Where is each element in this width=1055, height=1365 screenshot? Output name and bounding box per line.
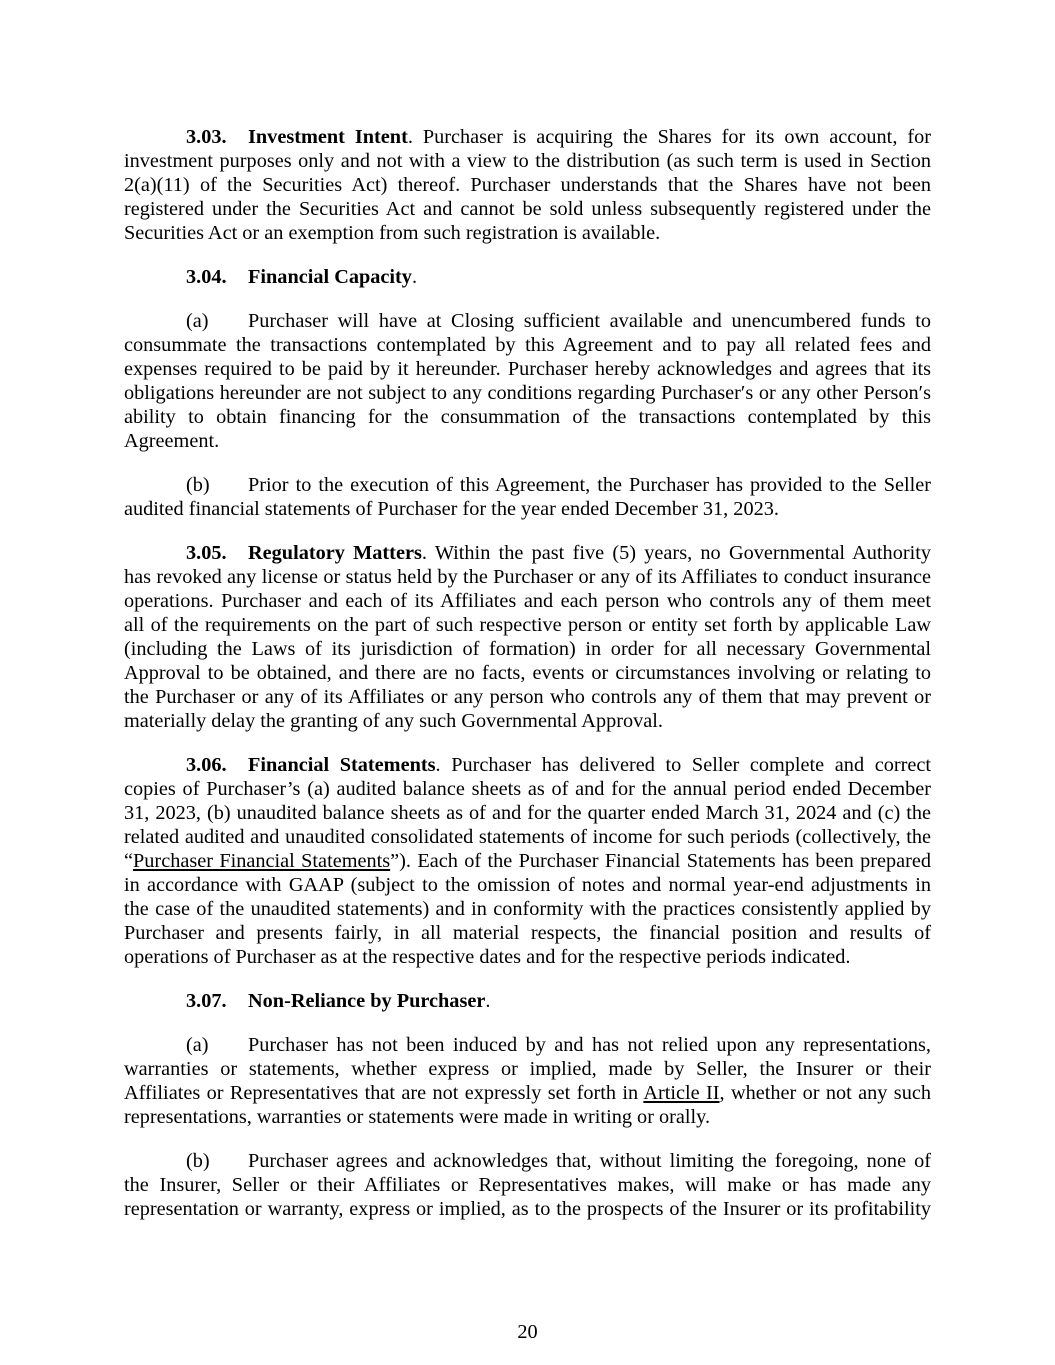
text-line bbox=[124, 777, 931, 801]
section-number: (a) bbox=[186, 1034, 209, 1056]
text-segment: the case of the unaudited statements) and in conformity with the practices consistently applied by bbox=[124, 898, 931, 920]
section-title: Regulatory Matters bbox=[248, 542, 422, 564]
text-line bbox=[124, 357, 931, 381]
text-line bbox=[124, 125, 931, 149]
text-segment: consummate the transactions contemplated by this Agreement and to pay all related fees and bbox=[124, 334, 931, 356]
text-line bbox=[124, 945, 931, 969]
section-number: (a) bbox=[186, 310, 209, 332]
text-segment: representation or warranty, express or implied, as to the prospects of the Insurer or its profitability bbox=[124, 1198, 931, 1220]
text-segment: Purchaser agrees and acknowledges that, without limiting the foregoing, none of bbox=[248, 1150, 931, 1172]
text-segment: . Within the past five (5) years, no Governmental Authority bbox=[421, 542, 931, 564]
text-line bbox=[124, 1033, 931, 1057]
text-line bbox=[124, 1081, 931, 1105]
text-line bbox=[124, 221, 931, 245]
section-title: Financial Statements bbox=[248, 754, 436, 776]
section-3-07-heading bbox=[124, 989, 931, 1013]
text-segment: copies of Purchaser’s (a) audited balance sheets as of and for the annual period ended December bbox=[124, 778, 931, 800]
section-3-04-b bbox=[124, 473, 931, 521]
section-number: 3.04. bbox=[186, 266, 227, 288]
section-3-06-financial-statements bbox=[124, 753, 931, 969]
text-line bbox=[124, 429, 931, 453]
text-segment: (including the Laws of its jurisdiction of formation) in order for all necessary Governmental bbox=[124, 638, 931, 660]
page-number: 20 bbox=[517, 1321, 538, 1343]
section-number: (b) bbox=[186, 1150, 210, 1172]
text-segment: Approval to be obtained, and there are no facts, events or circumstances involving or relating to bbox=[124, 662, 931, 684]
text-segment: Purchaser has not been induced by and has not relied upon any representations, bbox=[248, 1034, 931, 1056]
text-line bbox=[124, 921, 931, 945]
text-line bbox=[124, 1149, 931, 1173]
text-segment: has revoked any license or status held by the Purchaser or any of its Affiliates to conduct insurance bbox=[124, 566, 931, 588]
text-segment: “ bbox=[124, 850, 134, 872]
text-line bbox=[124, 1197, 931, 1221]
text-line bbox=[124, 613, 931, 637]
text-segment: . Purchaser is acquiring the Shares for its own account, for bbox=[407, 126, 931, 148]
text-line bbox=[124, 1173, 931, 1197]
text-segment: 2(a)(11) of the Securities Act) thereof. Purchaser understands that the Shares have not been bbox=[124, 174, 931, 196]
text-line bbox=[124, 497, 931, 521]
text-segment: . bbox=[485, 990, 491, 1012]
section-3-07-a bbox=[124, 1033, 931, 1129]
section-3-03-investment-intent bbox=[124, 125, 931, 245]
defined-term-reference: Article II bbox=[643, 1082, 720, 1104]
text-line bbox=[124, 309, 931, 333]
text-segment: audited financial statements of Purchaser for the year ended December 31, 2023. bbox=[124, 498, 779, 520]
text-segment: Purchaser and presents fairly, in all material respects, the financial position and results of bbox=[124, 922, 931, 944]
text-segment: the Purchaser or any of its Affiliates or any person who controls any of them that may prevent or bbox=[124, 686, 931, 708]
text-segment: investment purposes only and not with a view to the distribution (as such term is used in Section bbox=[124, 150, 931, 172]
text-line bbox=[124, 149, 931, 173]
text-segment: operations. Purchaser and each of its Affiliates and each person who controls any of them meet bbox=[124, 590, 931, 612]
text-segment: expenses required to be paid by it hereunder. Purchaser hereby acknowledges and agrees that its bbox=[124, 358, 931, 380]
text-line bbox=[124, 661, 931, 685]
text-segment: materially delay the granting of any such Governmental Approval. bbox=[124, 710, 663, 732]
section-number: 3.05. bbox=[186, 542, 227, 564]
section-3-07-b bbox=[124, 1149, 931, 1221]
text-line bbox=[124, 753, 931, 777]
text-line bbox=[124, 381, 931, 405]
text-line bbox=[124, 825, 931, 849]
text-segment: Securities Act or an exemption from such registration is available. bbox=[124, 222, 661, 244]
text-segment: all of the requirements on the part of such respective person or entity set forth by applicable Law bbox=[124, 614, 931, 636]
text-line bbox=[124, 541, 931, 565]
defined-term-reference: Purchaser Financial Statements bbox=[133, 850, 391, 872]
text-line bbox=[124, 637, 931, 661]
text-segment: ability to obtain financing for the consummation of the transactions contemplated by this bbox=[124, 406, 931, 428]
section-3-04-a bbox=[124, 309, 931, 453]
text-line bbox=[124, 265, 931, 289]
text-line bbox=[124, 405, 931, 429]
text-segment: related audited and unaudited consolidated statements of income for such periods (collectively, the bbox=[124, 826, 931, 848]
text-segment: 31, 2023, (b) unaudited balance sheets as of and for the quarter ended March 31, 2024 and (c) the bbox=[124, 802, 931, 824]
text-line bbox=[124, 589, 931, 613]
text-segment: ”). Each of the Purchaser Financial Statements has been prepared bbox=[390, 850, 931, 872]
section-title: Non-Reliance by Purchaser bbox=[248, 990, 486, 1012]
text-segment: , whether or not any such bbox=[719, 1082, 931, 1104]
text-line bbox=[124, 197, 931, 221]
text-segment: Agreement. bbox=[124, 430, 220, 452]
text-segment: in accordance with GAAP (subject to the omission of notes and normal year-end adjustments in bbox=[124, 874, 931, 896]
section-title: Investment Intent bbox=[248, 126, 408, 148]
section-number: (b) bbox=[186, 474, 210, 496]
text-segment: operations of Purchaser as at the respective dates and for the respective periods indicated. bbox=[124, 946, 851, 968]
text-line bbox=[124, 173, 931, 197]
text-line bbox=[124, 1057, 931, 1081]
text-line bbox=[124, 989, 931, 1013]
section-number: 3.07. bbox=[186, 990, 227, 1012]
section-title: Financial Capacity bbox=[248, 266, 412, 288]
section-number: 3.03. bbox=[186, 126, 227, 148]
text-line bbox=[124, 849, 931, 873]
text-segment: the Insurer, Seller or their Affiliates or Representatives makes, will make or has made any bbox=[124, 1174, 931, 1196]
text-line bbox=[124, 333, 931, 357]
text-segment: Prior to the execution of this Agreement, the Purchaser has provided to the Seller bbox=[248, 474, 931, 496]
section-3-04-heading bbox=[124, 265, 931, 289]
text-line bbox=[124, 897, 931, 921]
text-line bbox=[124, 709, 931, 733]
text-segment: . Purchaser has delivered to Seller complete and correct bbox=[435, 754, 931, 776]
text-line bbox=[124, 801, 931, 825]
text-line bbox=[124, 685, 931, 709]
section-3-05-regulatory-matters bbox=[124, 541, 931, 733]
text-segment: representations, warranties or statements were made in writing or orally. bbox=[124, 1106, 711, 1128]
text-segment: warranties or statements, whether express or implied, made by Seller, the Insurer or their bbox=[124, 1058, 931, 1080]
text-line bbox=[124, 473, 931, 497]
text-segment: Affiliates or Representatives that are not expressly set forth in bbox=[124, 1082, 644, 1104]
text-line bbox=[124, 873, 931, 897]
text-segment: registered under the Securities Act and cannot be sold unless subsequently registered under the bbox=[124, 198, 931, 220]
text-segment: Purchaser will have at Closing sufficient available and unencumbered funds to bbox=[248, 310, 931, 332]
text-segment: . bbox=[411, 266, 418, 288]
text-segment: obligations hereunder are not subject to any conditions regarding Purchaser′s or any other Person′s bbox=[124, 382, 931, 404]
text-line bbox=[124, 1105, 931, 1129]
section-number: 3.06. bbox=[186, 754, 227, 776]
document-page-body bbox=[124, 125, 931, 1241]
text-line bbox=[124, 565, 931, 589]
